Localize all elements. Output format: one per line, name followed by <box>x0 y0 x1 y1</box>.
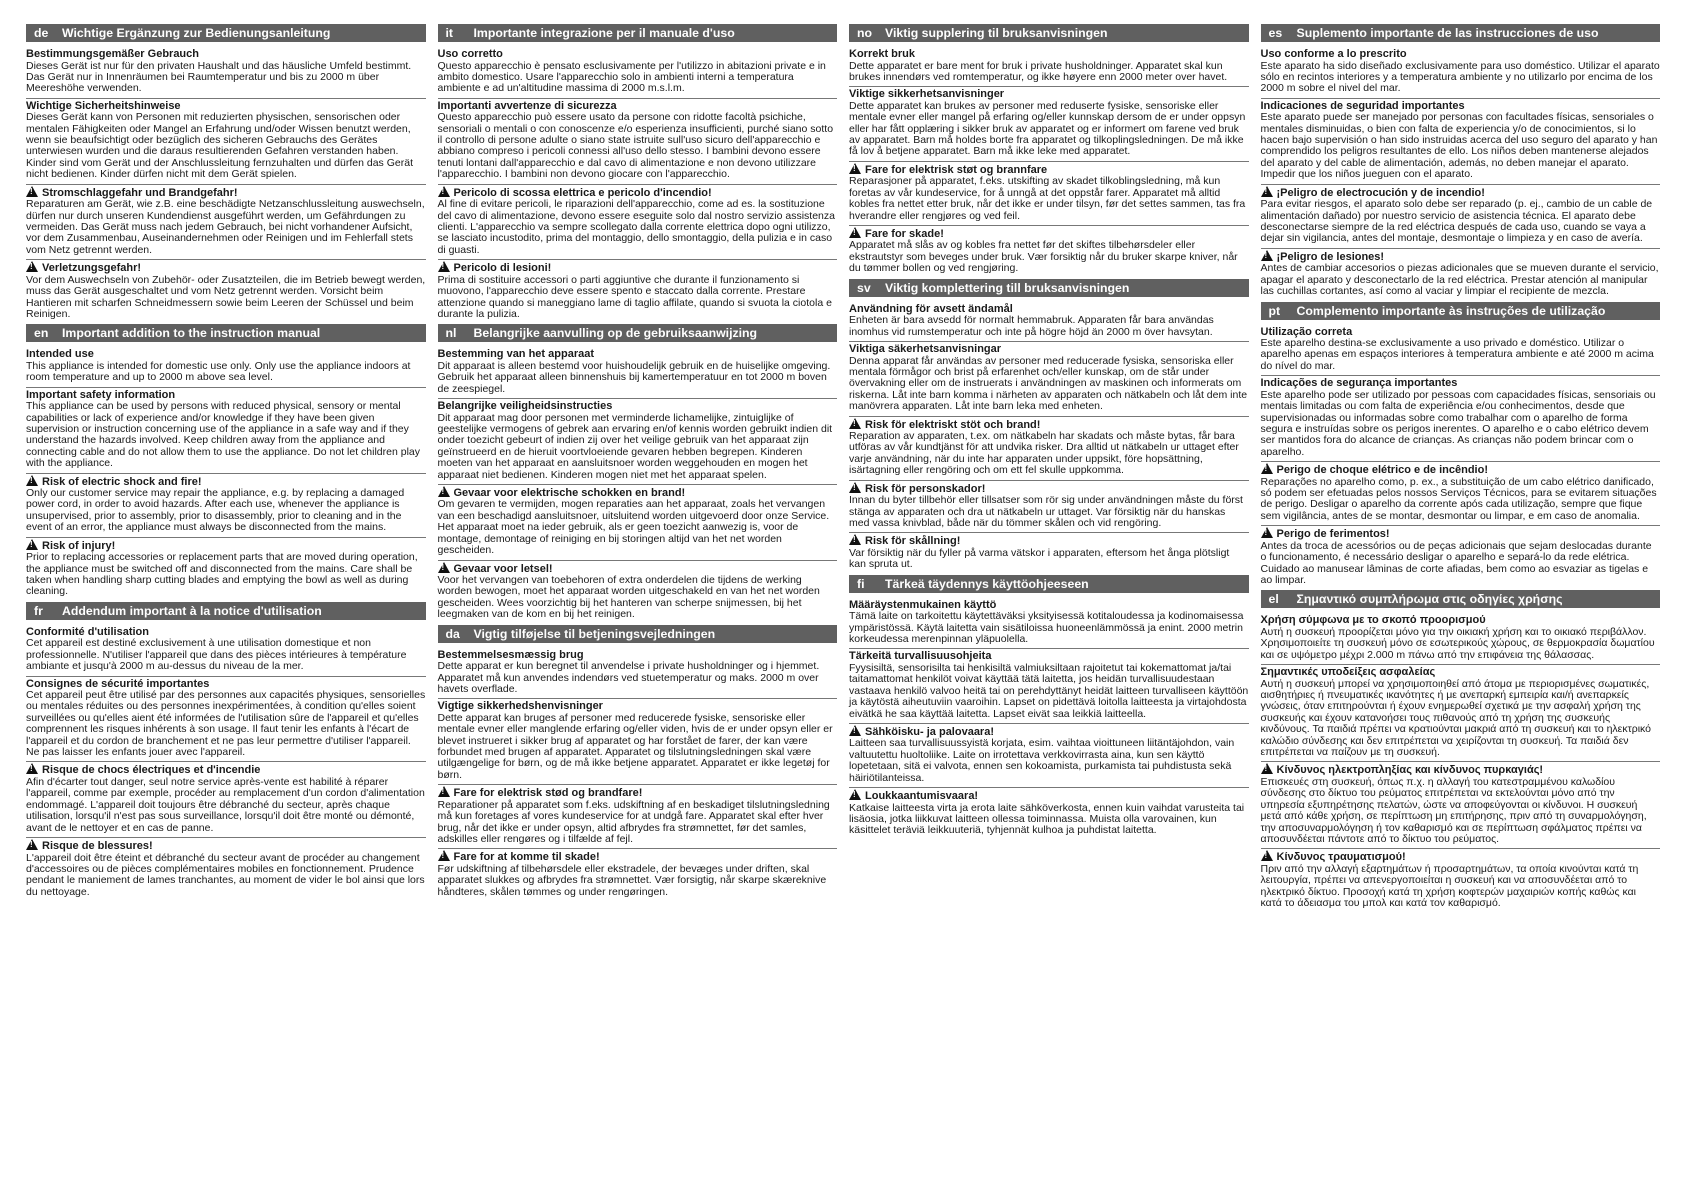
warning-triangle-icon <box>849 163 861 174</box>
paragraph: Dieses Gerät ist nur für den privaten Haushalt und das häusliche Umfeld bestimmt. Das Gerät nur in Innenräumen bei Raumtemperatur und bis zu 2000 m über Meereshöhe verwenden. <box>26 59 412 95</box>
paragraph: Este aparelho pode ser utilizado por pessoas com capacidades físicas, sensoriais ou mentais limitadas ou com falta de experiência e/ou conhecimentos, desde que supervisionadas ou informadas sobre como trabalhar com o aparelho de forma segura e instruídas sobre os perigos inerentes. O aparelho e o cabo elétrico devem ser mantidos fora do alcance de crianças. As crianças não podem brincar com o aparelho. <box>1260 388 1656 458</box>
paragraph: Dette apparatet er bare ment for bruk i private husholdninger. Apparatet skal kun brukes innendørs ved romtemperatur, og ikke høyere enn 2000 meter over havet. <box>849 59 1228 83</box>
subsection-heading <box>1261 184 1661 200</box>
subsection-heading <box>1261 461 1661 477</box>
subsection-heading <box>849 480 1249 496</box>
paragraph: Innan du byter tillbehör eller tillsatser som rör sig under användningen måste du först stänga av apparaten och dra ut nätkabeln ur uttaget. Var försiktig när du hanskas med vassa knivblad, både när du tömmer skålen och vid rengöring. <box>849 494 1243 529</box>
subsection-heading <box>26 98 426 113</box>
paragraph: Denna apparat får användas av personer med reducerade fysiska, sensoriska eller mentala förmågor och brist på erfarenhet och/eller kunskap, om de står under övervakning eller om de instruerats i användningen av maskinen och informerats om riskerna. Låt inte barn komma i närheten av apparaten och nätkabeln och låt dem inte manövrera apparaten. Låt inte barn leka med enheten. <box>849 354 1248 413</box>
subsection <box>1261 98 1661 181</box>
subsection <box>438 784 838 845</box>
paragraph: Este aparelho destina-se exclusivamente a uso privado e doméstico. Utilizar o aparelho apenas em espaços interiores à temperatura ambiente e até 2000 m acima do nível do mar. <box>1260 337 1654 372</box>
subsection-heading <box>849 723 1249 739</box>
subsection-heading-text: Fare for skade! <box>865 227 944 240</box>
subsection <box>26 676 426 759</box>
language-code: sv <box>857 280 871 295</box>
language-code: no <box>857 26 873 40</box>
section-header <box>1261 24 1661 42</box>
subsection-heading <box>849 86 1249 101</box>
paragraph: Αυτή η συσκευή προορίζεται μόνο για την οικιακή χρήση και το οικιακό περιβάλλον. Χρησιμοποιείτε τη συσκευή μόνο σε εσωτερικούς χώρους, σε θερμοκρασία δωματίου και σε υψόμετρο μέχρι 2.000 m πάνω από την επιφάνεια της θάλασσας. <box>1260 625 1655 661</box>
section-title: Σημαντικό συμπλήρωμα στις οδηγίες χρήσης <box>1296 592 1563 607</box>
subsection-heading-text: Important safety information <box>26 388 176 401</box>
language-block-fr <box>26 602 426 898</box>
subsection-heading <box>1261 613 1661 627</box>
section-header <box>26 602 426 620</box>
language-code: el <box>1268 592 1279 607</box>
subsection-heading-text: Importanti avvertenze di sicurezza <box>437 99 617 112</box>
warning-triangle-icon <box>849 789 861 800</box>
paragraph: Var försiktig när du fyller på varma vätskor i apparaten, eftersom het ånga plötsligt kan spruta ut. <box>849 546 1230 571</box>
paragraph: Dieses Gerät kann von Personen mit reduzierten physischen, sensorischen oder mentalen Fähigkeiten oder Mangel an Erfahrung und/oder Wissen benutzt werden, wenn sie beaufsichtigt oder bezüglich des sicheren Gebrauchs des Gerätes unterwiesen wurden und die daraus resultierenden Gefahren verstanden haben. Kinder sind vom Gerät und der Anschlussleitung fernzuhalten und dürfen das Gerät nicht bedienen. Kinder dürfen nicht mit dem Gerät spielen. <box>26 111 413 181</box>
subsection-heading <box>849 341 1249 356</box>
subsection-heading <box>438 848 838 864</box>
subsection <box>26 625 426 673</box>
warning-triangle-icon <box>438 186 450 197</box>
subsection <box>26 761 426 834</box>
warning-triangle-icon <box>438 261 450 272</box>
language-code: nl <box>445 326 457 341</box>
section-header <box>1261 302 1661 320</box>
section-title: Belangrijke aanvulling op de gebruiksaanwijzing <box>473 326 758 341</box>
subsection-heading <box>1261 98 1661 113</box>
subsection <box>1261 664 1661 758</box>
subsection-heading-text: Stromschlaggefahr und Brandgefahr! <box>42 186 238 199</box>
warning-triangle-icon <box>26 839 38 850</box>
paragraph: Laitteen saa turvallisuussyistä korjata, esim. vaihtaa vioittuneen liitäntäjohdon, vain valtuutettu huoltoliike. Laite on irrotettava verkkovirrasta aina, kun sen käyttö lopetetaan, sitä ei valvota, ennen sen kokoamista, purkamista tai puhdistusta sekä häiriötilanteissa. <box>849 737 1235 784</box>
language-code: it <box>445 26 454 40</box>
subsection-heading-text: Indicações de segurança importantes <box>1260 377 1458 390</box>
subsection-heading <box>26 47 426 61</box>
language-block-it <box>438 24 838 320</box>
subsection-heading-text: Κίνδυνος ηλεκτροπληξίας και κίνδυνος πυρκαγιάς! <box>1276 764 1544 777</box>
subsection-heading-text: ¡Peligro de lesiones! <box>1276 250 1385 263</box>
paragraph: Afin d'écarter tout danger, seul notre service après-vente est habilité à réparer l'appareil, comme par exemple, procéder au remplacement d'un cordon d'alimentation endommagé. L'appareil doit toujours être débranché du secteur, après chaque utilisation, lorsqu'il n'est pas sous surveillance, lorsqu'il doit être monté ou démonté, avant de le nettoyer et en cas de panne. <box>26 775 425 834</box>
paragraph: Este aparato ha sido diseñado exclusivamente para uso doméstico. Utilizar el aparato sólo en recintos interiores y a temperatura ambiente y no utilizarlo por encima de los 2000 m sobre el nivel del mar. <box>1260 59 1660 95</box>
language-code: es <box>1268 26 1283 40</box>
language-block-el <box>1261 590 1661 909</box>
warning-triangle-icon <box>26 475 38 486</box>
paragraph: Apparatet må slås av og kobles fra nettet før det skiftes tilbehørsdeler eller ekstrautstyr som beveges under bruk. Vær forsiktig når du bruker skarpe kniver, når du tømmer bollen og ved rengjøring. <box>849 239 1238 275</box>
subsection-heading <box>438 47 838 61</box>
subsection-heading <box>1261 525 1661 541</box>
section-title: Wichtige Ergänzung zur Bedienungsanleitung <box>62 26 331 40</box>
section-title: Vigtig tilføjelse til betjeningsvejledningen <box>473 626 716 641</box>
language-code: en <box>34 326 49 341</box>
subsection <box>849 225 1249 275</box>
language-code: pt <box>1268 303 1281 318</box>
subsection <box>1261 184 1661 245</box>
warning-triangle-icon <box>1261 250 1273 261</box>
paragraph: Vor dem Auswechseln von Zubehör- oder Zusatzteilen, die im Betrieb bewegt werden, muss das Gerät ausgeschaltet und vom Netz getrennt werden. Vorsicht beim Hantieren mit scharfen Schneidmessern sowie beim Leeren der Schüssel und beim Reinigen. <box>26 273 426 320</box>
subsection-heading-text: Perigo de ferimentos! <box>1276 528 1390 541</box>
paragraph: Questo apparecchio può essere usato da persone con ridotte facoltà psichiche, sensoriali o mentali o con conoscenze e/o esperienza insufficienti, purché siano sotto il controllo di persone adulte o siano state istruite sull'uso sicuro dell'apparecchio e abbiano compreso i pericoli connessi all'uso dello stesso. I bambini devono essere tenuti lontani dall'apparecchio e dal cavo di alimentazione e non devono utilizzare l'apparecchio. I bambini non devono giocare con l'apparecchio. <box>437 111 834 181</box>
warning-triangle-icon <box>26 261 38 272</box>
paragraph: Αυτή η συσκευή μπορεί να χρησιμοποιηθεί από άτομα με περιορισμένες σωματικές, αισθητήριες ή πνευματικές ικανότητες ή με ανεπαρκή εμπειρία και/ή ανεπαρκείς γνώσεις, όταν επιτηρούνται ή έχουν ενημερωθεί σχετικά με την ασφαλή χρήση της συσκευής και έχουν κατανοήσει τους πιθανούς από τη χρήση της συσκευής κινδύνους. Τα παιδιά πρέπει να κρατιούνται μακριά από τη συσκευή και το ηλεκτρικό καλώδιο σύνδεσης και δεν επιτρέπεται να χειρίζονται τη συσκευή. Τα παιδιά δεν επιτρέπεται να παίζουν με τη συσκευή. <box>1260 677 1652 759</box>
paragraph: Reparation av apparaten, t.ex. om nätkabeln har skadats och måste bytas, får bara utföras av vår kundtjänst för att undvika risker. Dra alltid ut nätkabeln ur uttaget efter varje användning, när du inte har apparaten under uppsikt, före hopsättning, isärtagning eller rengöring och om ett fel skulle uppkomma. <box>849 430 1239 477</box>
subsection <box>1261 375 1661 458</box>
paragraph: Dette apparat er kun beregnet til anvendelse i private husholdninger og i hjemmet. Apparatet må kun anvendes indendørs ved stuetemperatur og maks. 2000 m over havets overflade. <box>437 660 820 695</box>
subsection-heading <box>1261 848 1661 864</box>
subsection <box>849 416 1249 477</box>
section-header <box>438 324 838 342</box>
section-header <box>1261 590 1661 608</box>
paragraph: Al fine di evitare pericoli, le riparazioni dell'apparecchio, come ad es. la sostituzione del cavo di alimentazione, devono essere eseguite solo dal nostro servizio assistenza clienti. L'apparecchio va sempre scollegato dalla corrente elettrica dopo ogni utilizzo, se lasciato incustodito, prima del montaggio, dello smontaggio, della pulizia e in caso di guasti. <box>437 198 835 256</box>
subsection-heading-text: Indicaciones de seguridad importantes <box>1260 99 1465 112</box>
subsection-heading-text: Risque de blessures! <box>42 840 153 852</box>
subsection-heading-text: ¡Peligro de electrocución y de incendio! <box>1276 186 1485 199</box>
subsection <box>438 98 838 181</box>
subsection-heading-text: Viktige sikkerhetsanvisninger <box>849 88 1005 101</box>
paragraph: Reparaturen am Gerät, wie z.B. eine beschädigte Netzanschlussleitung auswechseln, dürfen nur durch unseren Kundendienst ausgeführt werden, um Gefährdungen zu vermeiden. Das Gerät muss nach jedem Gebrauch, bei nicht vorhandener Aufsicht, vor dem Zusammenbau, Auseinandernehmen oder Reinigen und im Fehlerfall stets vom Netz getrennt werden. <box>26 198 425 256</box>
subsection-heading-text: Risk för elektriskt stöt och brand! <box>865 418 1041 431</box>
subsection-heading-text: Gevaar voor letsel! <box>453 562 553 575</box>
subsection-heading-text: Utilização correta <box>1260 325 1353 338</box>
subsection-heading-text: Risk of injury! <box>42 539 116 552</box>
subsection-heading <box>26 837 426 853</box>
column-4 <box>1261 24 1661 914</box>
subsection <box>849 302 1249 338</box>
paragraph: Prior to replacing accessories or replacement parts that are moved during operation, the appliance must be switched off and disconnected from the mains. Care shall be taken when handling sharp cutting blades and emptying the bowl as well as during cleaning. <box>26 551 418 598</box>
paragraph: Πριν από την αλλαγή εξαρτημάτων ή προσαρτημάτων, τα οποία κινούνται κατά τη λειτουργία, πρέπει να απενεργοποιείται η συσκευή και να αποσυνδέεται από το ηλεκτρικό δίκτυο. Προσοχή κατά τη χρήση κοφτερών μαχαιριών κοπής καθώς και κατά το άδειασμα του μπολ και κατά τον καθαρισμό. <box>1260 862 1639 910</box>
subsection-heading-text: Pericolo di scossa elettrica e pericolo d'incendio! <box>453 186 712 199</box>
warning-triangle-icon <box>438 850 450 861</box>
subsection-heading <box>1261 761 1661 777</box>
subsection-heading <box>849 787 1249 803</box>
paragraph: Voor het vervangen van toebehoren of extra onderdelen die tijdens de werking worden bewogen, moet het apparaat worden uitgeschakeld en van het net worden gescheiden. Wees voorzichtig bij het hanteren van scherpe snijmessen, bij het leegmaken van de kom en bij het reinigen. <box>437 574 820 621</box>
paragraph: Para evitar riesgos, el aparato solo debe ser reparado (p. ej., cambio de un cable de alimentación dañado) por nuestro servicio de asistencia técnica. El aparato debe desconectarse siempre de la red eléctrica después de cada uso, cuando se vaya a dejar sin vigilancia, antes del montaje, desmontaje o limpieza y en caso de avería. <box>1260 198 1653 245</box>
warning-triangle-icon <box>1261 527 1273 538</box>
subsection <box>26 347 426 383</box>
subsection-heading <box>26 387 426 402</box>
subsection <box>26 184 426 257</box>
paragraph: Dette apparatet kan brukes av personer med reduserte fysiske, sensoriske eller mentale evner eller mangel på erfaring og/eller kunnskap dersom de er under oppsyn eller har fått opplæring i sikker bruk av apparatet og er informert om farene ved bruk av apparatet. Barn må holdes borte fra apparatet og tilkoplingsledningen. De må ikke få lov å betjene apparatet. Barn må ikke leke med apparatet. <box>849 99 1246 158</box>
paragraph: Katkaise laitteesta virta ja erota laite sähköverkosta, ennen kuin vaihdat varusteita tai lisäosia, jotka liikkuvat laitteen ollessa toiminnassa. Muista olla varovainen, kun käsittelet teräviä leikkuuteriä, tyhjennät kulhoa ja puhdistat laitetta. <box>849 801 1245 837</box>
column-1 <box>26 24 426 914</box>
subsection-heading <box>26 184 426 200</box>
subsection-heading-text: Vigtige sikkerhedshenvisninger <box>437 700 603 713</box>
subsection <box>26 473 426 534</box>
paragraph: Cet appareil est destiné exclusivement à une utilisation domestique et non professionnelle. N'utiliser l'appareil que dans des pièces intérieures à température ambiante et jusqu'à 2000 m au-dessus du niveau de la mer. <box>26 637 407 673</box>
paragraph: L'appareil doit être éteint et débranché du secteur avant de procéder au changement d'accessoires ou de pièces complémentaires mobiles en fonctionnement. Prudence pendant le maniement de lames tranchantes, au moment de vider le bol ainsi que lors du nettoyage. <box>26 851 425 898</box>
language-block-de <box>26 24 426 320</box>
subsection-heading <box>438 347 838 361</box>
subsection <box>849 532 1249 570</box>
paragraph: Επισκευές στη συσκευή, όπως π.χ. η αλλαγή του κατεστραμμένου καλωδίου σύνδεσης στο δίκτυο του ρεύματος επιτρέπεται να εκτελούνται μόνο από την υπηρεσία εξυπηρέτησης πελατών, ώστε να αποφεύγονται οι κίνδυνοι. Η συσκευή μετά από κάθε χρήση, σε περίπτωση μη επιτήρησης, πριν από τη συναρμολόγηση, την αποσυναρμολόγηση ή τον καθαρισμό και σε περίπτωση σφάλματος πρέπει να αποσυνδέεται πάντοτε από το δίκτυο του ρεύματος. <box>1260 775 1647 845</box>
subsection-heading <box>438 398 838 413</box>
section-title: Importante integrazione per il manuale d'uso <box>473 26 735 40</box>
section-header <box>849 575 1249 593</box>
subsection-heading <box>26 537 426 553</box>
subsection-heading-text: Loukkaantumisvaara! <box>865 790 979 803</box>
paragraph: Prima di sostituire accessori o parti aggiuntive che durante il funzionamento si muovono, l'apparecchio deve essere spento e staccato dalla corrente. Prestare attenzione quando si maneggiano lame di taglio affilate, quando si svuota la ciotola e durante la pulizia. <box>437 273 832 320</box>
subsection <box>849 723 1249 784</box>
language-block-en <box>26 324 426 598</box>
subsection <box>438 560 838 621</box>
subsection-heading-text: Verletzungsgefahr! <box>42 262 142 275</box>
subsection-heading-text: Bestemmelsesmæssig brug <box>437 648 584 661</box>
section-title: Addendum important à la notice d'utilisation <box>62 603 322 618</box>
subsection <box>849 86 1249 158</box>
section-title: Tärkeä täydennys käyttöohjeeseen <box>885 576 1089 591</box>
language-code: fi <box>857 576 865 591</box>
language-block-fi <box>849 575 1249 837</box>
subsection <box>1261 47 1661 95</box>
subsection-heading-text: Fare for elektrisk stød og brandfare! <box>453 787 643 800</box>
subsection-heading-text: Wichtige Sicherheitshinweise <box>26 99 181 112</box>
subsection <box>26 259 426 320</box>
subsection-heading-text: Fare for elektrisk støt og brannfare <box>865 163 1048 176</box>
subsection-heading-text: Intended use <box>26 348 94 361</box>
language-block-pt <box>1261 302 1661 587</box>
subsection-heading <box>1261 325 1661 339</box>
warning-triangle-icon <box>438 486 450 497</box>
section-title: Important addition to the instruction manual <box>62 326 321 341</box>
subsection <box>1261 525 1661 586</box>
subsection <box>438 848 838 898</box>
section-header <box>849 24 1249 42</box>
language-code: da <box>445 626 460 641</box>
subsection-heading-text: Consignes de sécurité importantes <box>26 677 210 690</box>
subsection-heading <box>849 161 1249 177</box>
language-block-da <box>438 625 838 899</box>
subsection-heading <box>849 47 1249 61</box>
subsection-heading <box>26 347 426 361</box>
subsection-heading <box>26 473 426 489</box>
subsection-heading-text: Perigo de choque elétrico e de incêndio! <box>1276 464 1488 477</box>
section-header <box>849 279 1249 297</box>
subsection-heading <box>438 560 838 576</box>
subsection-heading-text: Sähköisku- ja palovaara! <box>865 725 994 738</box>
subsection-heading <box>438 259 838 275</box>
section-header <box>26 24 426 42</box>
language-block-sv <box>849 279 1249 571</box>
section-title: Suplemento importante de las instrucciones de uso <box>1296 26 1599 40</box>
subsection <box>438 648 838 696</box>
subsection-heading <box>26 761 426 777</box>
subsection <box>849 341 1249 413</box>
subsection <box>438 47 838 95</box>
subsection-heading-text: Tärkeitä turvallisuusohjeita <box>849 650 992 663</box>
subsection-heading-text: Κίνδυνος τραυματισμού! <box>1276 851 1406 864</box>
column-2 <box>438 24 838 914</box>
warning-triangle-icon <box>438 562 450 573</box>
document-columns <box>26 24 1660 914</box>
section-title: Viktig supplering til bruksanvisningen <box>885 26 1108 40</box>
subsection-heading <box>849 648 1249 663</box>
subsection-heading-text: Fare for at komme til skade! <box>453 851 600 864</box>
subsection-heading-text: Uso corretto <box>437 48 503 60</box>
warning-triangle-icon <box>849 482 861 493</box>
section-title: Viktig komplettering till bruksanvisningen <box>885 280 1130 295</box>
warning-triangle-icon <box>849 418 861 429</box>
subsection-heading-text: Risk of electric shock and fire! <box>42 475 202 488</box>
subsection-heading <box>438 698 838 713</box>
warning-triangle-icon <box>849 534 861 545</box>
paragraph: Om gevaren te vermijden, mogen reparaties aan het apparaat, zoals het vervangen van een beschadigd aansluitsnoer, uitsluitend worden uitgevoerd door onze Service. Het apparaat moet na ieder gebruik, als er geen toezicht aanwezig is, voor de montage, demontage of reiniging en bij storingen altijd van het net worden gescheiden. <box>437 498 830 557</box>
subsection-heading-text: Bestemming van het apparaat <box>437 348 594 361</box>
subsection-heading-text: Gevaar voor elektrische schokken en brand! <box>453 486 686 499</box>
subsection-heading <box>26 625 426 639</box>
subsection <box>1261 325 1661 373</box>
paragraph: Reparações no aparelho como, p. ex., a substituição de um cabo elétrico danificado, só podem ser efetuadas pelos nossos Serviços Técnicos, para se evitarem situações de perigo. Desligar o aparelho da corrente após cada utilização, sempre que fique sem vigilância, antes de se montar, desmontar ou limpar, e em caso de anomalia. <box>1260 475 1657 522</box>
subsection-heading-text: Conformité d'utilisation <box>26 625 149 638</box>
language-block-es <box>1261 24 1661 298</box>
subsection <box>849 648 1249 720</box>
subsection-heading <box>849 598 1249 612</box>
paragraph: Dit apparaat mag door personen met verminderde lichamelijke, zintuiglijke of geestelijke vermogens of gebrek aan ervaring en/of kennis worden gebruikt indien dit onder toezicht gebeurt of indien zij over het veilige gebruik van het apparaat zijn geïnstrueerd en de hieruit voortvloeiende gevaren hebben begrepen. Kinderen moeten van het apparaat en aansluitsnoer worden weggehouden en mogen het apparaat niet bedienen. Kinderen mogen niet met het apparaat spelen. <box>437 411 833 481</box>
subsection-heading-text: Risk för skållning! <box>865 535 961 548</box>
paragraph: This appliance is intended for domestic use only. Only use the appliance indoors at room temperature and up to 2000 m above sea level. <box>26 359 411 384</box>
subsection <box>438 184 838 257</box>
subsection-heading <box>438 648 838 662</box>
subsection-heading-text: Χρήση σύμφωνα με το σκοπό προορισμού <box>1260 614 1486 627</box>
language-block-nl <box>438 324 838 620</box>
subsection <box>438 259 838 320</box>
subsection <box>849 480 1249 530</box>
subsection-heading <box>1261 47 1661 61</box>
subsection-heading-text: Risque de chocs électriques et d'incendie <box>42 764 261 777</box>
subsection-heading <box>438 784 838 800</box>
subsection <box>1261 848 1661 909</box>
paragraph: Cet appareil peut être utilisé par des personnes aux capacités physiques, sensorielles ou mentales réduites ou des personnes inexpérimentées, à condition qu'elles soient surveillées ou qu'elles aient été informées de l'utilisation sûre de l'appareil et qu'elles comprennent les risques inhérents à son usage. Il faut tenir les enfants à l'écart de l'appareil et du cordon de branchement et ne pas leur permettre d'utiliser l'appareil. Ne pas laisser les enfants jouer avec l'appareil. <box>26 689 426 759</box>
subsection-heading-text: Korrekt bruk <box>849 48 916 60</box>
subsection-heading-text: Viktiga säkerhetsanvisningar <box>849 343 1002 355</box>
paragraph: Dit apparaat is alleen bestemd voor huishoudelijk gebruik en de huiselijke omgeving. Gebruik het apparaat alleen binnenshuis bij kamertemperatuur en tot 2000 m boven de zeespiegel. <box>437 359 831 395</box>
subsection <box>1261 248 1661 298</box>
subsection <box>1261 613 1661 661</box>
subsection <box>438 698 838 781</box>
subsection-heading-text: Uso conforme a lo prescrito <box>1260 48 1407 60</box>
subsection-heading-text: Määräystenmukainen käyttö <box>849 598 997 611</box>
subsection <box>26 387 426 470</box>
subsection-heading <box>849 225 1249 241</box>
warning-triangle-icon <box>1261 850 1273 861</box>
warning-triangle-icon <box>26 539 38 550</box>
subsection <box>26 537 426 598</box>
section-header <box>438 625 838 643</box>
language-code: de <box>34 26 49 40</box>
subsection-heading <box>849 302 1249 316</box>
subsection-heading <box>438 98 838 113</box>
warning-triangle-icon <box>26 186 38 197</box>
subsection-heading <box>438 184 838 200</box>
warning-triangle-icon <box>1261 763 1273 774</box>
subsection <box>26 837 426 898</box>
subsection <box>438 484 838 557</box>
subsection-heading-text: Bestimmungsgemäßer Gebrauch <box>26 48 199 60</box>
subsection <box>849 161 1249 222</box>
subsection-heading-text: Σημαντικές υποδείξεις ασφαλείας <box>1260 666 1436 679</box>
subsection-heading-text: Användning för avsett ändamål <box>849 302 1013 315</box>
subsection-heading <box>849 532 1249 548</box>
paragraph: Reparasjoner på apparatet, f.eks. utskifting av skadet tilkoblingsledning, må kun foretas av vår kundeservice, for å unngå at det oppstår farer. Apparatet må alltid kobles fra nettet etter bruk, når det ikke er under tilsyn, før det settes sammen, tas fra hverandre eller rengjøres og ved feil. <box>849 175 1246 222</box>
subsection-heading <box>1261 375 1661 390</box>
subsection-heading-text: Belangrijke veiligheidsinstructies <box>437 400 613 413</box>
paragraph: Antes de cambiar accesorios o piezas adicionales que se mueven durante el servicio, apagar el aparato y desconectarlo de la red eléctrica. Prestar atención al manipular las cuchillas cortantes, así como al vaciar y limpiar el recipiente de mezcla. <box>1260 262 1659 298</box>
warning-triangle-icon <box>849 725 861 736</box>
warning-triangle-icon <box>1261 463 1273 474</box>
warning-triangle-icon <box>1261 186 1273 197</box>
paragraph: Only our customer service may repair the appliance, e.g. by replacing a damaged power cord, in order to avoid hazards. After each use, whenever the appliance is unsupervised, prior to assembly, prior to disassembly, prior to cleaning and in the event of an error, the appliance must always be disconnected from the mains. <box>26 487 405 534</box>
language-block-no <box>849 24 1249 275</box>
paragraph: Questo apparecchio è pensato esclusivamente per l'utilizzo in abitazioni private e in ambito domestico. Usare l'apparecchio solo in ambienti interni a temperatura ambiente e ad un'altitudine massima di 2000 m.s.l.m. <box>437 59 826 95</box>
subsection <box>1261 761 1661 845</box>
subsection <box>26 47 426 95</box>
subsection-heading <box>1261 664 1661 679</box>
paragraph: Enheten är bara avsedd för normalt hemmabruk. Apparaten får bara användas inomhus vid rumstemperatur och inte på högre höjd än 2000 m över havsytan. <box>849 314 1214 338</box>
subsection <box>1261 461 1661 522</box>
subsection <box>26 98 426 181</box>
subsection <box>438 398 838 481</box>
subsection-heading <box>849 416 1249 432</box>
section-header <box>438 24 838 42</box>
paragraph: Dette apparat kan bruges af personer med reducerede fysiske, sensoriske eller mentale evner eller manglende erfaring og/eller viden, hvis de er under opsyn eller er blevet instrueret i sikker brug af apparatet og har forstået de farer, der kan være forbundet med brugen af apparatet. Apparatet og tilslutningsledningen skal være utilgængelige for børn, og de må ikke betjene apparatet. Apparatet er ikke legetøj for børn. <box>437 711 833 781</box>
subsection <box>849 787 1249 837</box>
language-code: fr <box>34 603 43 618</box>
subsection <box>849 598 1249 646</box>
warning-triangle-icon <box>438 786 450 797</box>
subsection-heading <box>1261 248 1661 264</box>
subsection <box>849 47 1249 83</box>
subsection-heading-text: Pericolo di lesioni! <box>453 262 552 275</box>
paragraph: Tämä laite on tarkoitettu käytettäväksi yksityisessä kotitaloudessa ja kodinomaisessa ympäristössä. Käytä laitetta vain sisätiloissa huoneenlämmössä ja enint. 2000 metrin korkeudessa merenpinnan yläpuolella. <box>849 610 1244 645</box>
subsection-heading <box>26 676 426 691</box>
subsection-heading-text: Risk för personskador! <box>865 482 986 495</box>
column-3 <box>849 24 1249 914</box>
warning-triangle-icon <box>26 763 38 774</box>
subsection-heading <box>438 484 838 500</box>
subsection-heading <box>26 259 426 275</box>
paragraph: Este aparato puede ser manejado por personas con facultades físicas, sensoriales o mentales disminuidas, o bien con falta de experiencia y/o de conocimientos, si lo hacen bajo supervisión o han sido instruidas acerca del uso seguro del aparato y han comprendido los peligros resultantes de ello. Los niños deben mantenerse alejados del aparato y del cable de alimentación, además, no deben manejar el aparato. Impedir que los niños jueguen con el aparato. <box>1260 111 1658 181</box>
paragraph: This appliance can be used by persons with reduced physical, sensory or mental capabilities or lack of experience and/or knowledge if they have been given supervision or instruction concerning use of the appliance in a safe way and if they understand the hazards involved. Keep children away from the appliance and connecting cable and do not allow them to use the appliance. Do not let children play with the appliance. <box>26 400 421 470</box>
warning-triangle-icon <box>849 227 861 238</box>
section-header <box>26 324 426 342</box>
paragraph: Fyysisiltä, sensorisilta tai henkisiltä valmiuksiltaan rajoitetut tai kokemattomat ja/tai taitamattomat henkilöt voivat käyttää tätä laitetta, jos heidän turvallisuudestaan vastaava henkilö valvoo heitä tai on perehdyttänyt heidät laitteen turvalliseen käyttöön ja käytöstä aiheutuviin vaaroihin. Lapset on pidettävä loitolla laitteesta ja virtajohdosta eivätkä he saa käyttää laitetta. Lapset eivät saa leikkiä laitteella. <box>849 661 1249 720</box>
section-title: Complemento importante às instruções de utilização <box>1296 303 1606 318</box>
paragraph: Reparationer på apparatet som f.eks. udskiftning af en beskadiget tilslutningsledning må kun foretages af vores kundeservice for at undgå fare. Apparatet skal efter hver brug, når det ikke er under opsyn, altid afbrydes fra strømnettet, før det samles, adskilles eller rengøres og i tilfælde af fejl. <box>437 798 830 845</box>
subsection <box>438 347 838 395</box>
paragraph: Før udskiftning af tilbehørsdele eller ekstradele, der bevæges under driften, skal apparatet slukkes og afbrydes fra strømnettet. Vær forsigtig, når skarpe skæreknive håndteres, skålen tømmes og under rengøringen. <box>437 862 827 898</box>
paragraph: Antes da troca de acessórios ou de peças adicionais que sejam deslocadas durante o funcionamento, é necessário desligar o aparelho e separá-lo da rede elétrica. Cuidado ao manusear lâminas de corte afiadas, bem como ao esvaziar as tigelas e ao limpar. <box>1260 539 1652 586</box>
